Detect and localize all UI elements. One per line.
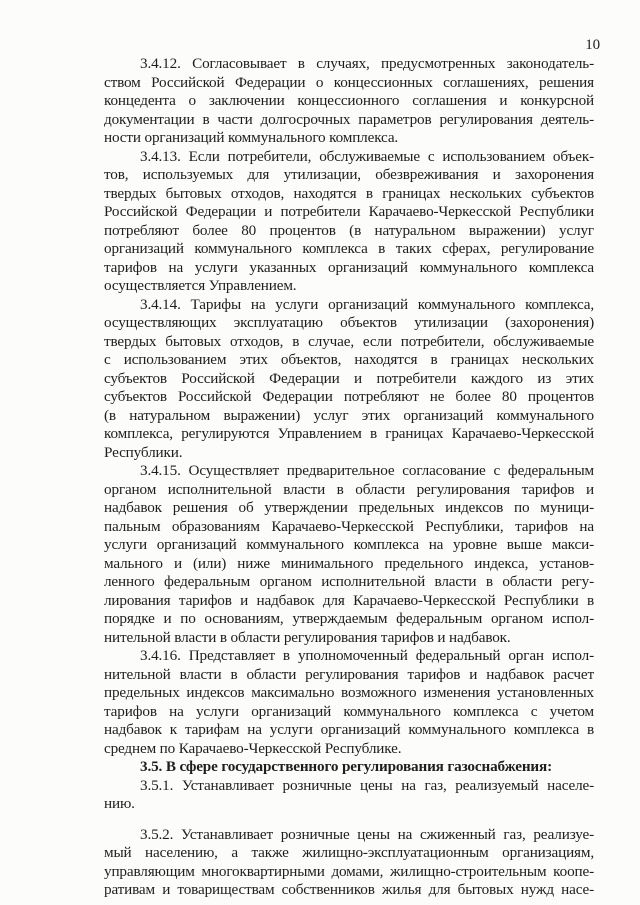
text-line: комплекса, регулируются Управлением в границах Карачаево-Черкесской (104, 425, 594, 442)
text-line: надбавок решения об утверждении предельных индексов по муници- (104, 499, 594, 516)
text-line: ством Российской Федерации о концессионных соглашениях, решения (104, 73, 594, 91)
text-line: 3.4.13. Если потребители, обслуживаемые с использованием объек- (140, 147, 594, 165)
text-line: ленного федеральным органом исполнительной власти в области регу- (104, 573, 594, 590)
paragraph (104, 55, 594, 148)
text-line: ности организаций коммунального комплекса. (104, 129, 399, 146)
text-line: надбавок к тарифам на услуги организаций коммунального комплекса в (104, 721, 594, 738)
text-line: порядке и по основаниям, утверждаемым федеральным органом испол- (104, 610, 594, 627)
text-line: 3.4.15. Осуществляет предварительное согласование с федеральным (140, 462, 594, 479)
text-line: 3.4.14. Тарифы на услуги организаций коммунального комплекса, (140, 295, 594, 313)
text-line: услуги организаций коммунального комплекса на уровне выше макси- (104, 536, 594, 553)
text-line: пальным образованиям Карачаево-Черкесской Республики, тарифов на (104, 517, 594, 535)
text-line: 3.4.12. Согласовывает в случаях, предусмотренных законодатель- (140, 55, 594, 72)
paragraph (104, 296, 594, 463)
text-line: документации в части долгосрочных параметров регулирования деятель- (104, 110, 594, 128)
text-line: организаций коммунального комплекса в таких сферах, регулирование (104, 240, 594, 257)
text-line: нительной власти в области регулирования тарифов и надбавок. (104, 628, 511, 646)
section-heading (104, 758, 594, 777)
text-line: 3.5. В сфере государственного регулирования газоснабжения: (140, 758, 553, 775)
text-line: 3.5.1. Устанавливает розничные цены на газ, реализуемый населе- (140, 776, 594, 794)
paragraph (104, 826, 594, 900)
text-line: Российской Федерации и потребители Карачаево-Черкесской Республики (104, 203, 594, 220)
text-line: концедента о заключении концессионного соглашения и конкурсной (104, 92, 594, 109)
text-line: с использованием этих объектов, находятся в границах нескольких (104, 351, 594, 368)
text-line: тарифов на услуги организаций коммунального комплекса с учетом (104, 702, 594, 720)
text-line: управляющим многоквартирными домами, жилищно-строительным коопе- (104, 862, 594, 880)
text-line: предельных индексов максимально возможного изменения установленных (104, 684, 594, 701)
text-line: мый населению, а также жилищно-эксплуатационным организациям, (104, 844, 594, 861)
text-line: нительной власти в области регулирования тарифов и надбавок расчет (104, 665, 594, 683)
text-line: ративам и товариществам собственников жилья для бытовых нужд насе- (104, 881, 594, 898)
text-line: осуществляется Управлением. (104, 277, 297, 294)
text-line: Республики. (104, 443, 183, 461)
text-line: твердых бытовых отходов, находятся в границах нескольких субъектов (104, 184, 594, 202)
text-line: среднем по Карачаево-Черкесской Республике. (104, 739, 402, 757)
text-line: потребляют более 80 процентов (в натуральном выражении) услуг (104, 221, 594, 239)
text-line: органом исполнительной власти в области регулирования тарифов и (104, 480, 594, 498)
text-line: твердых бытовых отходов, в случае, если потребители, обслуживаемые (104, 332, 594, 350)
text-line: тов, используемых для утилизации, обезвреживания и захоронения (104, 166, 594, 183)
text-line: (в натуральном выражении) услуг этих организаций коммунального (104, 406, 594, 424)
text-line: осуществляющих эксплуатацию объектов утилизации (захоронения) (104, 314, 594, 331)
page-number: 10 (585, 37, 600, 53)
text-line: субъектов Российской Федерации потребляют не более 80 процентов (104, 388, 594, 405)
text-line: 3.5.2. Устанавливает розничные цены на сжиженный газ, реализуе- (140, 825, 594, 843)
paragraph (104, 777, 594, 814)
text-line: мального и (или) ниже минимального предельного индекса, установ- (104, 554, 594, 572)
paragraph (104, 647, 594, 758)
text-line: 3.4.16. Представляет в уполномоченный федеральный орган испол- (140, 647, 594, 664)
document-body (104, 55, 594, 900)
text-line: субъектов Российской Федерации и потребители каждого из этих (104, 369, 594, 387)
paragraph (104, 148, 594, 296)
text-line: нию. (104, 795, 135, 812)
text-line: тарифов на услуги указанных организаций коммунального комплекса (104, 258, 594, 276)
paragraph (104, 462, 594, 647)
text-line: лирования тарифов и надбавок для Карачаево-Черкесской Республики в (104, 591, 594, 609)
